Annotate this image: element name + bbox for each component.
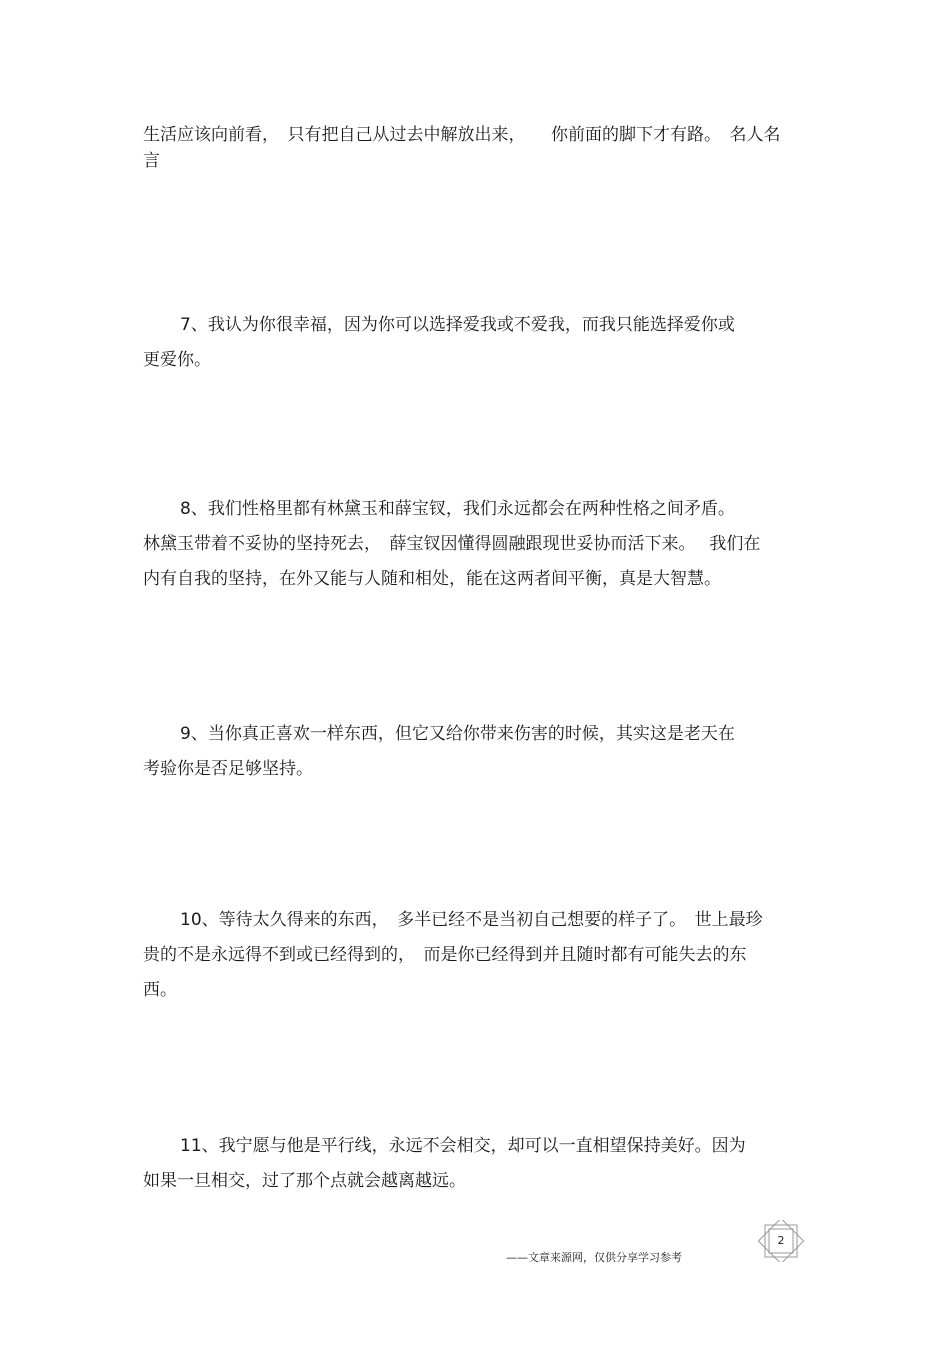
text-line: 生活应该向前看， 只有把自己从过去中解放出来， 你前面的脚下才有路。 名人名: [143, 125, 781, 145]
text-line: 7、我认为你很幸福，因为你可以选择爱我或不爱我，而我只能选择爱你或: [180, 315, 735, 335]
text-line: 西。: [143, 980, 177, 1000]
text-line: 如果一旦相交，过了那个点就会越离越远。: [143, 1171, 466, 1191]
paragraph-9: [143, 722, 813, 781]
paragraph-intro: [143, 123, 813, 173]
text-line: 贵的不是永远得不到或已经得到的， 而是你已经得到并且随时都有可能失去的东: [143, 945, 747, 965]
text-line: 11、我宁愿与他是平行线，永远不会相交，却可以一直相望保持美好。因为: [180, 1136, 746, 1156]
page-number: 2: [777, 1234, 785, 1247]
page-number-badge: [756, 1220, 806, 1262]
text-line: 林黛玉带着不妥协的坚持死去， 薛宝钗因懂得圆融跟现世妥协而活下来。 我们在: [143, 534, 761, 554]
footer-note: ——文章来源网，仅供分享学习参考: [506, 1251, 682, 1264]
paragraph-7: [143, 313, 813, 372]
text-line: 言: [143, 151, 160, 171]
text-line: 10、等待太久得来的东西， 多半已经不是当初自己想要的样子了。 世上最珍: [180, 910, 763, 930]
text-line: 考验你是否足够坚持。: [143, 759, 313, 779]
text-line: 9、当你真正喜欢一样东西，但它又给你带来伤害的时候，其实这是老天在: [180, 724, 735, 744]
paragraph-8: [143, 497, 813, 591]
paragraph-11: [143, 1134, 813, 1193]
text-line: 8、我们性格里都有林黛玉和薛宝钗，我们永远都会在两种性格之间矛盾。: [180, 499, 735, 519]
text-line: 内有自我的坚持，在外又能与人随和相处，能在这两者间平衡，真是大智慧。: [143, 569, 721, 589]
text-line: 更爱你。: [143, 350, 211, 370]
paragraph-10: [143, 908, 813, 1002]
